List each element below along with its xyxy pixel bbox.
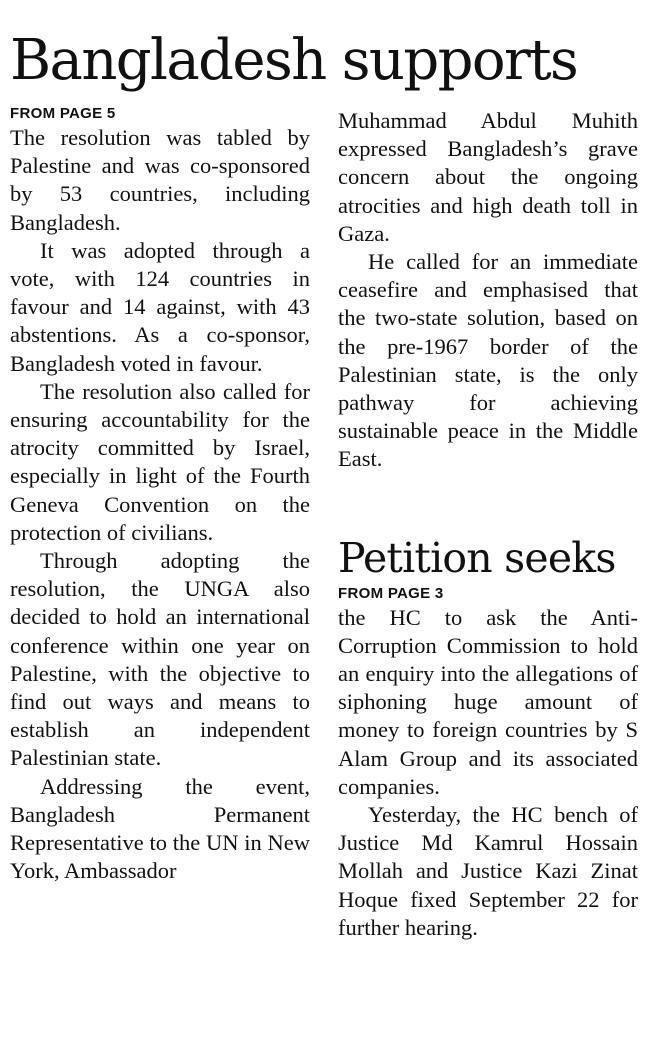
- story1-headline: Bangladesh supports: [10, 28, 578, 93]
- story1-paragraph-3: The resolution also called for ensuring accountability for the atrocity committed by Israel, especially in light of the Fourth Geneva Convention on the protection of civilians.: [10, 378, 310, 545]
- story2-headline: Petition seeks: [338, 533, 616, 582]
- story1-paragraph-4: Through adopting the resolution, the UNGA also decided to hold an international conference within one year on Palestine, with the objective to find out ways and means to establish an independent Palestinian state.: [10, 548, 310, 771]
- story1-paragraph-5-continued: Muhammad Abdul Muhith expressed Bangladesh’s grave concern about the ongoing atrocities and high death toll in Gaza.: [338, 108, 638, 246]
- story2-paragraph-2: Yesterday, the HC bench of Justice Md Kamrul Hossain Mollah and Justice Kazi Zinat Hoque fixed September 22 for further hearing.: [338, 802, 638, 940]
- story1-left-column: [10, 104, 310, 885]
- right-column: [338, 107, 638, 942]
- story1-paragraph-6: He called for an immediate ceasefire and emphasised that the two-state solution, based on the pre-1967 border of the Palestinian state, is the only pathway for achieving sustainable peace in the Middle East.: [338, 249, 638, 472]
- story1-paragraph-2: It was adopted through a vote, with 124 countries in favour and 14 against, with 43 abstentions. As a co-sponsor, Bangladesh voted in favour.: [10, 237, 310, 376]
- story2-paragraph-1: the HC to ask the Anti-Corruption Commission to hold an enquiry into the allegations of siphoning huge amount of money to foreign countries by S Alam Group and its associated companies.: [338, 604, 638, 799]
- story1-paragraph-5-start: Addressing the event, Bangladesh Permanent Representative to the UN in New York, Ambassador: [10, 773, 310, 884]
- story2-kicker: FROM PAGE 3: [338, 584, 444, 602]
- story1-kicker: FROM PAGE 5: [10, 105, 116, 122]
- story1-paragraph-1: The resolution was tabled by Palestine and was co-sponsored by 53 countries, including Bangladesh.: [10, 125, 310, 235]
